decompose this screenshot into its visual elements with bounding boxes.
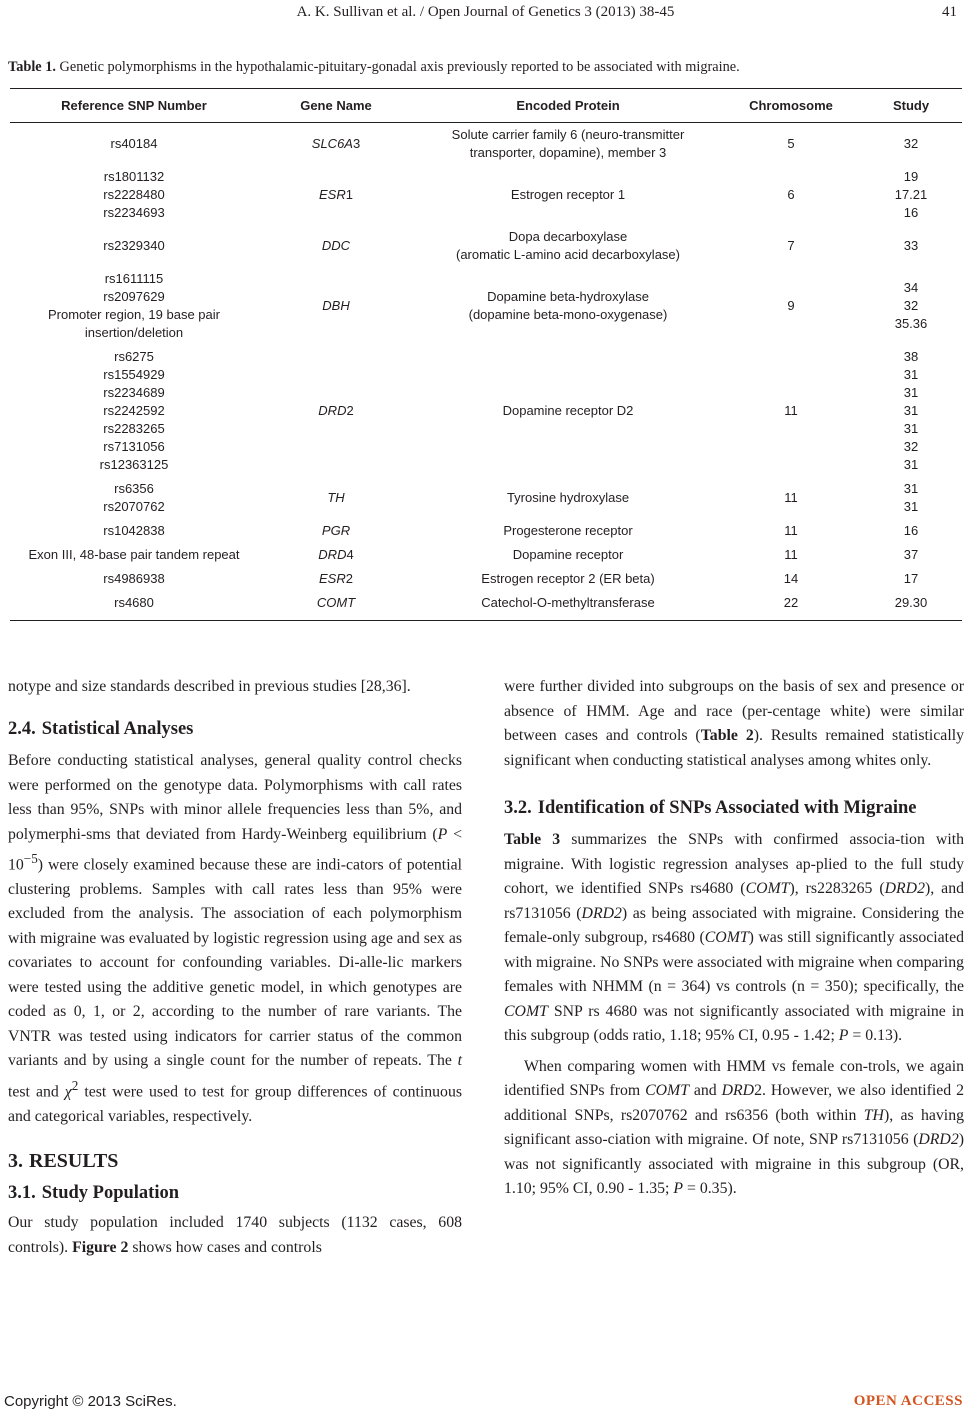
cell-chromosome [722, 267, 860, 345]
cell-gene-text: DRD [318, 403, 347, 418]
cell-chromosome-text: 11 [784, 523, 798, 538]
cell-chromosome [722, 165, 860, 225]
table-body [10, 123, 962, 621]
gene-name: COMT [504, 1002, 548, 1020]
cell-snp-line: rs12363125 [99, 457, 169, 472]
superscript-exponent: −5 [23, 851, 38, 866]
cell-chromosome [722, 519, 860, 543]
cell-study-line: 17 [903, 571, 919, 586]
cell-snp [10, 477, 258, 519]
cell-study-line: 17.21 [894, 187, 928, 202]
gene-name: TH [863, 1106, 884, 1124]
cell-snp [10, 543, 258, 567]
text-run: < 10 [8, 825, 463, 874]
cell-snp-line: Promoter region, 19 base pair [48, 307, 220, 322]
right-text-column [504, 675, 964, 1202]
italic-p: P [673, 1180, 684, 1197]
cell-gene-text: TH [327, 490, 345, 505]
cell-protein-line: Progesterone receptor [503, 523, 633, 538]
cell-snp-line: rs1042838 [103, 523, 165, 538]
figure-reference: Figure 2 [72, 1238, 129, 1256]
table-row [10, 543, 962, 567]
cell-study-line: 35.36 [894, 316, 928, 331]
page-number: 41 [942, 4, 957, 20]
table-caption [8, 59, 740, 76]
table-label: Table 1. [8, 59, 56, 75]
text-run: test and [8, 1083, 65, 1101]
col-header-study: Study [860, 89, 962, 123]
cell-gene [258, 519, 414, 543]
cell-protein-line: Catechol-O-methyltransferase [481, 595, 655, 610]
table-header-row [10, 89, 962, 123]
cell-study-line: 31 [903, 457, 919, 472]
text-run: ), and rs7131056 ( [504, 880, 964, 922]
cell-study-line: 32 [903, 136, 919, 151]
cell-chromosome [722, 591, 860, 621]
col-header-snp: Reference SNP Number [10, 89, 258, 123]
gene-name: DRD2 [918, 1131, 959, 1148]
cell-study [860, 345, 962, 477]
cell-chromosome [722, 567, 860, 591]
text-run: 2. However, we also identified 2 additional SNPs, rs2070762 and rs6356 (both within [504, 1082, 964, 1124]
cell-snp [10, 225, 258, 267]
cell-protein-line: Dopamine beta-hydroxylase [487, 289, 649, 304]
cell-gene-text: DDC [321, 238, 351, 253]
cell-study [860, 543, 962, 567]
table-reference: Table 2 [700, 727, 754, 744]
table-caption-text: Genetic polymorphisms in the hypothalamic-pituitary-gonadal axis previously reported to be associated with migraine. [55, 59, 740, 75]
cell-study-line: 31 [903, 421, 919, 436]
cell-protein-line: Estrogen receptor 1 [510, 187, 626, 202]
cell-study-line: 16 [903, 205, 919, 220]
cell-chromosome-text: 14 [783, 571, 799, 586]
cell-snp-line: rs1554929 [103, 367, 165, 382]
gene-number: 1 [345, 187, 353, 202]
cell-study [860, 477, 962, 519]
col-header-gene: Gene Name [258, 89, 414, 123]
cell-snp-line: Exon III, 48-base pair tandem repeat [28, 547, 240, 562]
cell-study-line: 32 [903, 298, 919, 313]
table-row [10, 225, 962, 267]
cell-gene [258, 567, 414, 591]
cell-study [860, 519, 962, 543]
cell-study-line: 16 [903, 523, 919, 538]
cell-gene-text: DRD [318, 547, 347, 562]
cell-chromosome-text: 5 [787, 136, 795, 151]
cell-snp-line: insertion/deletion [84, 325, 184, 340]
italic-t: t [457, 1052, 462, 1070]
cell-snp-line: rs1611115 [104, 271, 164, 286]
cell-study-line: 32 [903, 439, 919, 454]
section-title: Statistical Analyses [41, 718, 194, 739]
table-reference: Table 3 [504, 831, 561, 848]
cell-study [860, 567, 962, 591]
cell-gene [258, 267, 414, 345]
text-run: ) as being associated with migraine. Considering the female-only subgroup, rs4680 ( [504, 904, 964, 946]
text-run: ) were closely examined because these are indi-cators of potential clustering problems. Samples with call rates less than 95% were excluded from the analysis. The association of each polymorphism with migraine was evaluated by logistic regression using age and sex as covariates to account for confounding variables. Di-alle-lic markers were tested using the additive genetic model, in which genotypes are coded as 0, 1, or 2, according to the number of rare variants. The VNTR was tested using indicators for carrier status of the common variants and by using a single count for the number of repeats. The [8, 856, 462, 1070]
cell-gene-text: COMT [316, 595, 356, 610]
cell-protein [414, 591, 722, 621]
table-row [10, 591, 962, 621]
cell-snp [10, 267, 258, 345]
cell-snp-line: rs2097629 [103, 289, 165, 304]
cell-snp [10, 591, 258, 621]
cell-snp-line: rs2234689 [103, 385, 165, 400]
cell-protein-line: (aromatic L-amino acid decarboxylase) [456, 247, 680, 262]
running-title: A. K. Sullivan et al. / Open Journal of Genetics 3 (2013) 38-45 [296, 4, 675, 20]
cell-chromosome-text: 22 [783, 595, 799, 610]
cell-gene [258, 591, 414, 621]
paragraph-hmm-comparison [504, 1055, 964, 1202]
cell-study-line: 37 [903, 547, 919, 562]
table-row [10, 267, 962, 345]
cell-study [860, 591, 962, 621]
cell-study [860, 123, 962, 166]
cell-gene-text: DBH [322, 298, 350, 313]
cell-snp-line: rs2283265 [103, 421, 165, 436]
cell-snp [10, 165, 258, 225]
table-row [10, 345, 962, 477]
cell-protein-line: Dopa decarboxylase [508, 229, 628, 244]
cell-chromosome [722, 345, 860, 477]
cell-chromosome-text: 11 [784, 490, 798, 505]
cell-protein-line: transporter, dopamine), member 3 [469, 145, 667, 160]
cell-snp [10, 519, 258, 543]
cell-gene [258, 345, 414, 477]
footer-copyright: Copyright © 2013 SciRes. [4, 1393, 177, 1410]
text-run: ) was still significantly associated with migraine. No SNPs were associated with migraine when comparing females with NHMM (n = 364) vs controls (n = 350); specifically, the [504, 929, 964, 995]
section-heading-identification [504, 796, 964, 820]
cell-chromosome [722, 543, 860, 567]
cell-study-line: 31 [903, 367, 919, 382]
cell-snp-line: rs4986938 [103, 571, 165, 586]
cell-chromosome-text: 7 [787, 238, 795, 253]
cell-protein [414, 267, 722, 345]
section-title: Identification of SNPs Associated with Migraine [537, 798, 917, 818]
cell-snp [10, 123, 258, 166]
paragraph-study-population [8, 1211, 462, 1260]
cell-gene-text: ESR [319, 187, 346, 202]
table-row [10, 477, 962, 519]
cell-protein-line: Estrogen receptor 2 (ER beta) [481, 571, 655, 586]
cell-protein [414, 543, 722, 567]
text-run: = 0.13). [848, 1027, 903, 1044]
paragraph-statistical-analyses [8, 749, 462, 1129]
cell-snp-line: rs7131056 [103, 439, 165, 454]
section-number: 3.2. [504, 798, 532, 818]
section-title: RESULTS [29, 1150, 119, 1173]
gene-number: 4 [346, 547, 354, 562]
cell-protein [414, 519, 722, 543]
italic-p: P [437, 825, 448, 843]
cell-protein-line: Dopamine receptor [512, 547, 624, 562]
cell-chromosome-text: 9 [787, 298, 795, 313]
text-run: test were used to test for group differences of continuous and categorical variables, respectively. [8, 1083, 462, 1125]
section-number: 3.1. [8, 1182, 36, 1203]
text-run: and [688, 1082, 722, 1099]
table-row [10, 123, 962, 166]
paragraph-identification [504, 828, 964, 1049]
gene-name: COMT [645, 1082, 689, 1099]
cell-snp [10, 567, 258, 591]
text-run: ) was not significantly associated with migraine in this subgroup (OR, 1.10; 95% CI, 0.90 - 1.35; [504, 1131, 964, 1197]
text-run: Before conducting statistical analyses, general quality control checks were performed on the genotype data. Polymorphisms with call rates less than 95%, SNPs with minor allele frequencies less than 5%, and polymerphi-sms that deviated from Hardy-Weinberg equilibrium ( [8, 752, 462, 843]
cell-study [860, 165, 962, 225]
table-row [10, 165, 962, 225]
italic-chi: χ [64, 1083, 72, 1101]
cell-chromosome [722, 225, 860, 267]
cell-protein [414, 477, 722, 519]
section-title: Study Population [41, 1182, 180, 1203]
cell-protein [414, 345, 722, 477]
cell-protein [414, 123, 722, 166]
cell-protein-line: Dopamine receptor D2 [502, 403, 634, 418]
cell-snp-line: rs40184 [110, 136, 158, 151]
cell-snp-line: rs2228480 [103, 187, 165, 202]
section-number: 2.4. [8, 718, 36, 739]
gene-number: 2 [346, 403, 354, 418]
paragraph-continued: notype and size standards described in previous studies [28,36]. [8, 678, 411, 695]
col-header-protein: Encoded Protein [414, 89, 722, 123]
cell-snp-line: rs6275 [114, 349, 154, 364]
cell-snp-line: rs2329340 [103, 238, 165, 253]
cell-protein-line: Solute carrier family 6 (neuro-transmitter [451, 127, 685, 142]
cell-protein [414, 165, 722, 225]
cell-protein-line: (dopamine beta-mono-oxygenase) [468, 307, 668, 322]
cell-gene [258, 123, 414, 166]
cell-study [860, 225, 962, 267]
text-run: ), as having significant asso-ciation with migraine. Of note, SNP rs7131056 ( [504, 1106, 964, 1148]
gene-name: DRD [721, 1082, 755, 1099]
cell-protein-line: Tyrosine hydroxylase [506, 490, 630, 505]
cell-snp [10, 345, 258, 477]
cell-gene-text: SLC6A [311, 136, 353, 151]
text-run: shows how cases and controls [128, 1238, 322, 1256]
cell-chromosome-text: 11 [784, 547, 798, 562]
text-run: = 0.35). [683, 1180, 737, 1197]
cell-snp-line: rs2242592 [103, 403, 165, 418]
cell-chromosome [722, 477, 860, 519]
text-run: ). Results remained statistically significant when conducting statistical analyses among whites only. [504, 727, 964, 769]
cell-study-line: 31 [903, 499, 919, 514]
superscript-2: 2 [71, 1077, 79, 1093]
cell-study-line: 19 [903, 169, 919, 184]
cell-chromosome-text: 11 [784, 403, 798, 418]
cell-study-line: 29.30 [894, 595, 928, 610]
section-heading-statistical-analyses [8, 717, 462, 742]
cell-gene [258, 225, 414, 267]
paragraph-subgroups [504, 675, 964, 773]
left-text-column [8, 675, 462, 1260]
gene-name: DRD2 [884, 880, 925, 897]
cell-study-line: 31 [903, 403, 919, 418]
cell-protein [414, 567, 722, 591]
snp-table [10, 88, 962, 621]
cell-snp-line: rs2070762 [103, 499, 165, 514]
cell-gene [258, 477, 414, 519]
gene-name: COMT [704, 929, 749, 946]
gene-name: COMT [745, 880, 790, 897]
cell-protein [414, 225, 722, 267]
italic-p: P [838, 1027, 849, 1044]
cell-study-line: 38 [903, 349, 919, 364]
text-run: summarizes the SNPs with confirmed associa-tion with migraine. With logistic regression analyses ap-plied to the full study cohort, we identified SNPs rs4680 ( [504, 831, 964, 897]
text-run: SNP rs 4680 was not significantly associated with migraine in this subgroup (odds ratio, 1.18; 95% CI, 0.95 - 1.42; [504, 1002, 964, 1044]
text-run: Our study population included 1740 subjects (1132 cases, 608 controls). [8, 1214, 462, 1256]
text-run: ), rs2283265 ( [789, 880, 885, 897]
running-header [0, 0, 971, 24]
cell-study-line: 31 [903, 385, 919, 400]
section-heading-study-population [8, 1181, 462, 1206]
cell-study-line: 31 [903, 481, 919, 496]
cell-snp-line: rs2234693 [103, 205, 165, 220]
section-number: 3. [8, 1150, 23, 1173]
cell-study [860, 267, 962, 345]
gene-name: DRD2 [581, 904, 622, 922]
gene-number: 2 [345, 571, 353, 586]
cell-snp-line: rs1801132 [103, 169, 165, 184]
section-heading-results [8, 1149, 462, 1174]
cell-snp-line: rs6356 [114, 481, 154, 496]
cell-chromosome [722, 123, 860, 166]
cell-snp-line: rs4680 [114, 595, 154, 610]
cell-gene [258, 543, 414, 567]
cell-gene [258, 165, 414, 225]
table-row [10, 567, 962, 591]
footer-open-access: OPEN ACCESS [853, 1393, 963, 1409]
gene-number: 3 [352, 136, 361, 151]
text-run: were further divided into subgroups on the basis of sex and presence or absence of HMM. Age and race (per-centage white) were similar between cases and controls ( [504, 678, 964, 744]
col-header-chromosome: Chromosome [722, 89, 860, 123]
cell-study-line: 33 [903, 238, 919, 253]
cell-chromosome-text: 6 [787, 187, 795, 202]
table-row [10, 519, 962, 543]
cell-gene-text: PGR [321, 523, 351, 538]
cell-gene-text: ESR [319, 571, 346, 586]
cell-study-line: 34 [903, 280, 919, 295]
text-run: When comparing women with HMM vs female con-trols, we again identified SNPs from [504, 1057, 964, 1099]
